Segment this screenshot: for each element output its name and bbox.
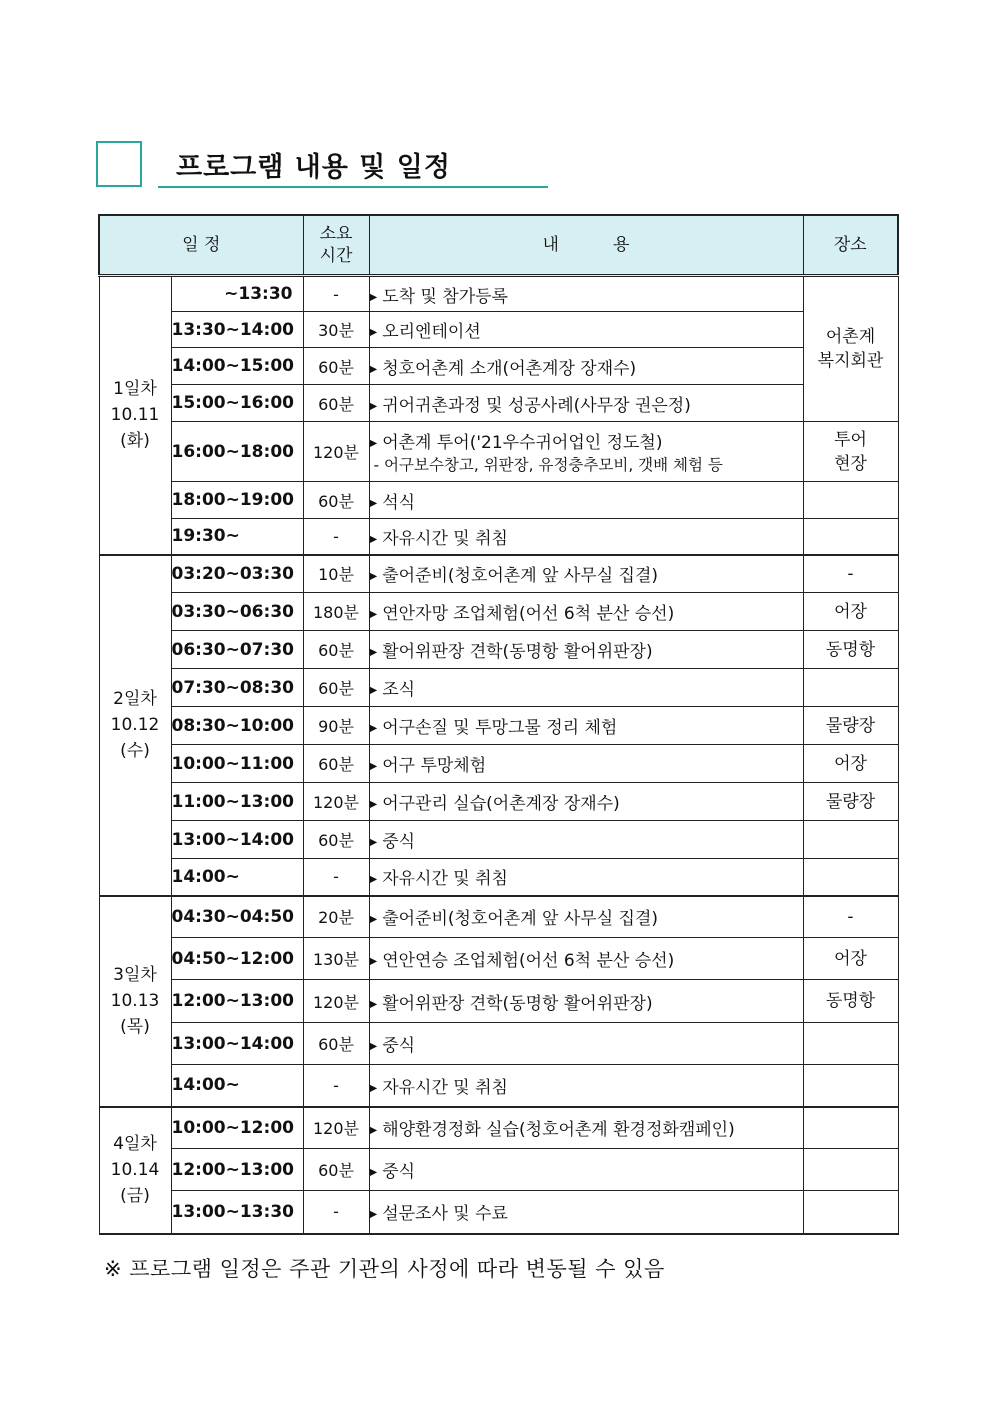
bullet-icon: ▶ (369, 327, 378, 338)
content-cell (369, 519, 803, 555)
duration-cell: 60분 (303, 1149, 369, 1191)
table-row (99, 783, 898, 821)
time-cell: 13:00~14:00 (171, 821, 303, 859)
time-cell: 03:20~03:30 (171, 555, 303, 593)
content-text: 석식 (382, 492, 416, 513)
content-cell (369, 783, 803, 821)
bullet-icon: ▶ (369, 438, 378, 449)
table-row (99, 482, 898, 519)
content-text: 연안자망 조업체험(어선 6척 분산 승선) (382, 604, 675, 624)
table-row (99, 821, 898, 859)
content-text: 중식 (382, 832, 416, 852)
content-cell (369, 1065, 803, 1107)
table-row (99, 385, 898, 422)
place-cell: - (803, 555, 898, 593)
day-label (99, 276, 171, 555)
day-weekday: (목) (120, 1017, 150, 1037)
title-underline (158, 186, 548, 188)
table-row (99, 519, 898, 555)
time-cell: 10:00~12:00 (171, 1107, 303, 1149)
duration-cell: 20분 (303, 896, 369, 938)
content-cell (369, 1107, 803, 1149)
content-cell (369, 1191, 803, 1234)
content-text: 조식 (382, 680, 416, 700)
place-cell (803, 422, 898, 482)
content-text: 청호어촌계 소개(어촌계장 장재수) (382, 358, 637, 379)
content-cell (369, 422, 803, 482)
bullet-icon: ▶ (369, 874, 378, 886)
bullet-icon: ▶ (369, 914, 378, 926)
content-cell (369, 276, 803, 312)
header-duration-line2: 시간 (319, 246, 353, 266)
table-row (99, 348, 898, 385)
duration-cell: 60분 (303, 745, 369, 783)
bullet-icon: ▶ (369, 609, 378, 620)
bullet-icon: ▶ (369, 1125, 378, 1137)
header-place: 장소 (803, 215, 898, 276)
day-date: 10.12 (110, 715, 160, 735)
content-text: 자유시간 및 취침 (382, 1077, 508, 1098)
content-text: 오리엔테이션 (382, 322, 481, 342)
table-header-row (99, 215, 898, 276)
time-cell: 15:00~16:00 (171, 385, 303, 422)
content-cell (369, 707, 803, 745)
footnote: ※ 프로그램 일정은 주관 기관의 사정에 따라 변동될 수 있음 (104, 1257, 665, 1281)
duration-cell: 90분 (303, 707, 369, 745)
place-cell (803, 669, 898, 707)
duration-cell: - (303, 859, 369, 896)
day-label (99, 1107, 171, 1234)
heading-square-icon (96, 141, 142, 187)
bullet-icon: ▶ (369, 837, 378, 848)
header-schedule: 일 정 (99, 215, 303, 276)
place-line2: 현장 (834, 453, 867, 474)
header-duration (303, 215, 369, 276)
place-cell (803, 821, 898, 859)
duration-cell: 180분 (303, 593, 369, 631)
time-cell: 16:00~18:00 (171, 422, 303, 482)
place-cell: 어장 (803, 593, 898, 631)
content-text: 출어준비(청호어촌계 앞 사무실 집결) (382, 909, 659, 930)
time-cell: 08:30~10:00 (171, 707, 303, 745)
day-label (99, 896, 171, 1107)
content-text: 활어위판장 견학(동명항 활어위판장) (382, 993, 653, 1014)
day-weekday: (수) (120, 741, 150, 761)
table-row (99, 1065, 898, 1107)
duration-cell: 60분 (303, 482, 369, 519)
content-text: 자유시간 및 취침 (382, 528, 508, 549)
day-weekday: (화) (120, 431, 150, 452)
duration-cell: 120분 (303, 783, 369, 821)
content-cell (369, 631, 803, 669)
table-row (99, 422, 898, 482)
table-row (99, 312, 898, 348)
bullet-icon: ▶ (369, 799, 378, 810)
day-number: 4일차 (113, 1134, 157, 1154)
content-text: 해양환경정화 실습(청호어촌계 환경정화캠페인) (382, 1120, 735, 1141)
table-row (99, 1191, 898, 1234)
day-number: 2일차 (113, 689, 157, 709)
content-text: 출어준비(청호어촌계 앞 사무실 집결) (382, 566, 659, 587)
day-label (99, 555, 171, 896)
content-text: 중식 (382, 1162, 416, 1182)
day-number: 3일차 (113, 965, 157, 985)
content-cell (369, 821, 803, 859)
bullet-icon: ▶ (369, 647, 378, 658)
content-cell (369, 482, 803, 519)
content-subtext: - 어구보수창고, 위판장, 유정충추모비, 갯배 체험 등 (373, 456, 723, 474)
duration-cell: 60분 (303, 821, 369, 859)
duration-cell: 120분 (303, 980, 369, 1023)
content-text: 귀어귀촌과정 및 성공사례(사무장 권은정) (382, 395, 691, 416)
content-cell (369, 1023, 803, 1065)
place-cell: 물량장 (803, 783, 898, 821)
place-cell (803, 1107, 898, 1149)
day-weekday: (금) (120, 1186, 150, 1206)
time-cell: 14:00~ (171, 1065, 303, 1107)
content-cell (369, 896, 803, 938)
time-cell: 12:00~13:00 (171, 980, 303, 1023)
time-cell: 12:00~13:00 (171, 1149, 303, 1191)
bullet-icon: ▶ (369, 533, 378, 545)
header-content: 내 용 (369, 215, 803, 276)
bullet-icon: ▶ (369, 761, 378, 772)
table-row (99, 896, 898, 938)
bullet-icon: ▶ (369, 1041, 378, 1052)
bullet-icon: ▶ (369, 685, 378, 696)
place-cell: 물량장 (803, 707, 898, 745)
table-row (99, 593, 898, 631)
table-row (99, 859, 898, 896)
table-row (99, 1107, 898, 1149)
table-row (99, 1149, 898, 1191)
duration-cell: 60분 (303, 631, 369, 669)
schedule-table (98, 214, 899, 1235)
content-cell (369, 1149, 803, 1191)
duration-cell: 10분 (303, 555, 369, 593)
content-text: 도착 및 참가등록 (382, 286, 508, 307)
place-cell (803, 519, 898, 555)
table-row (99, 555, 898, 593)
place-cell (803, 1149, 898, 1191)
table-row (99, 631, 898, 669)
place-cell: - (803, 896, 898, 938)
place-cell (803, 1023, 898, 1065)
content-text: 설문조사 및 수료 (382, 1204, 508, 1225)
bullet-icon: ▶ (369, 291, 378, 303)
duration-cell: 120분 (303, 422, 369, 482)
content-cell (369, 348, 803, 385)
time-cell: 14:00~ (171, 859, 303, 896)
bullet-icon: ▶ (369, 497, 378, 509)
place-cell (803, 859, 898, 896)
time-cell: 04:30~04:50 (171, 896, 303, 938)
duration-cell: 60분 (303, 348, 369, 385)
content-cell (369, 385, 803, 422)
header-duration-line1: 소요 (319, 224, 353, 244)
bullet-icon: ▶ (369, 363, 378, 375)
time-cell: 07:30~08:30 (171, 669, 303, 707)
duration-cell: - (303, 276, 369, 312)
bullet-icon: ▶ (369, 1167, 378, 1178)
time-cell: 19:30~ (171, 519, 303, 555)
table-row (99, 276, 898, 312)
place-line1: 투어 (834, 429, 867, 450)
table-row (99, 745, 898, 783)
duration-cell: 120분 (303, 1107, 369, 1149)
day-number: 1일차 (113, 379, 157, 400)
bullet-icon: ▶ (369, 956, 378, 967)
time-cell: 13:00~14:00 (171, 1023, 303, 1065)
place-cell: 동명항 (803, 980, 898, 1023)
duration-cell: 60분 (303, 385, 369, 422)
table-row (99, 1023, 898, 1065)
duration-cell: - (303, 1065, 369, 1107)
duration-cell: 60분 (303, 669, 369, 707)
place-line1: 어촌계 (825, 327, 876, 347)
page-title: 프로그램 내용 및 일정 (176, 152, 451, 183)
time-cell: 18:00~19:00 (171, 482, 303, 519)
place-cell (803, 1191, 898, 1234)
bullet-icon: ▶ (369, 723, 378, 734)
duration-cell: - (303, 1191, 369, 1234)
content-text: 어구 투망체험 (382, 756, 487, 776)
duration-cell: 130분 (303, 938, 369, 980)
content-cell (369, 593, 803, 631)
place-line2: 복지회관 (817, 351, 884, 371)
content-cell (369, 859, 803, 896)
place-cell: 동명항 (803, 631, 898, 669)
place-cell: 어장 (803, 938, 898, 980)
day-date: 10.14 (110, 1160, 160, 1180)
content-text: 활어위판장 견학(동명항 활어위판장) (382, 642, 653, 662)
content-cell (369, 980, 803, 1023)
bullet-icon: ▶ (369, 1209, 378, 1221)
bullet-icon: ▶ (369, 571, 378, 583)
content-text: 자유시간 및 취침 (382, 869, 508, 890)
table-row (99, 980, 898, 1023)
time-cell: 10:00~11:00 (171, 745, 303, 783)
content-text: 어구손질 및 투망그물 정리 체험 (382, 718, 618, 738)
day-date: 10.13 (110, 991, 160, 1011)
bullet-icon: ▶ (369, 400, 378, 412)
content-cell (369, 669, 803, 707)
content-text: 연안연승 조업체험(어선 6척 분산 승선) (382, 951, 675, 971)
duration-cell: 60분 (303, 1023, 369, 1065)
content-cell (369, 555, 803, 593)
content-cell (369, 312, 803, 348)
place-cell (803, 482, 898, 519)
time-cell: 13:30~14:00 (171, 312, 303, 348)
content-cell (369, 745, 803, 783)
time-cell: 13:00~13:30 (171, 1191, 303, 1234)
table-row (99, 669, 898, 707)
content-text: 어구관리 실습(어촌계장 장재수) (382, 794, 620, 814)
time-cell: ~13:30 (171, 276, 303, 312)
table-row (99, 707, 898, 745)
time-cell: 14:00~15:00 (171, 348, 303, 385)
place-cell: 어장 (803, 745, 898, 783)
place-cell (803, 276, 898, 422)
table-row (99, 938, 898, 980)
time-cell: 11:00~13:00 (171, 783, 303, 821)
content-text: 중식 (382, 1036, 416, 1056)
time-cell: 06:30~07:30 (171, 631, 303, 669)
place-cell (803, 1065, 898, 1107)
time-cell: 04:50~12:00 (171, 938, 303, 980)
day-date: 10.11 (110, 405, 160, 426)
time-cell: 03:30~06:30 (171, 593, 303, 631)
content-cell (369, 938, 803, 980)
bullet-icon: ▶ (369, 1082, 378, 1094)
duration-cell: - (303, 519, 369, 555)
duration-cell: 30분 (303, 312, 369, 348)
content-text: 어촌계 투어('21우수귀어업인 정도철) (382, 433, 663, 453)
bullet-icon: ▶ (369, 998, 378, 1010)
